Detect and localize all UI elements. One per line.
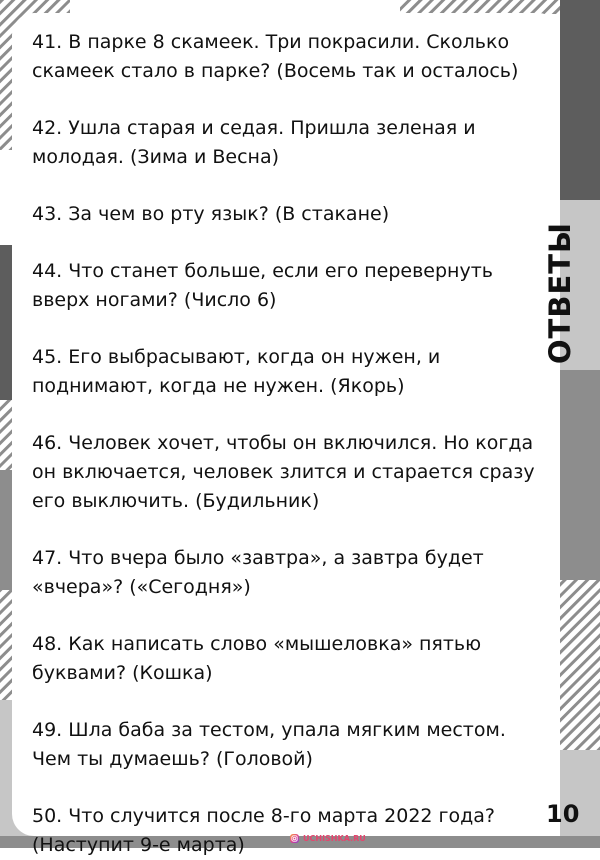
riddle-48 bbox=[32, 630, 552, 688]
riddle-46 bbox=[32, 429, 552, 516]
brand-text: UCHISHKA.RU bbox=[303, 834, 366, 843]
page-number: 10 bbox=[546, 800, 580, 828]
section-title-answers: ОТВЕТЫ bbox=[543, 221, 577, 365]
riddle-line: «вчера»? («Сегодня») bbox=[32, 576, 251, 598]
instagram-icon bbox=[290, 834, 299, 843]
riddle-49 bbox=[32, 716, 552, 774]
riddle-line: поднимают, когда не нужен. (Якорь) bbox=[32, 375, 405, 397]
riddle-line: 43. За чем во рту язык? (В стакане) bbox=[32, 203, 390, 225]
riddle-line: молодая. (Зима и Весна) bbox=[32, 146, 280, 168]
riddle-line: 47. Что вчера было «завтра», а завтра будет bbox=[32, 547, 484, 569]
riddle-line: 50. Что случится после 8-го марта 2022 года? bbox=[32, 805, 496, 827]
riddle-line: (Наступит 9-е марта) bbox=[32, 834, 245, 856]
riddle-line: он включается, человек злится и старается сразу bbox=[32, 461, 535, 483]
riddle-line: Чем ты думаешь? (Головой) bbox=[32, 748, 313, 770]
spacer bbox=[32, 688, 552, 716]
spacer bbox=[32, 401, 552, 429]
riddle-43 bbox=[32, 200, 552, 229]
spacer bbox=[32, 229, 552, 257]
spacer bbox=[32, 315, 552, 343]
riddle-45 bbox=[32, 343, 552, 401]
riddle-42 bbox=[32, 114, 552, 172]
riddle-line: 44. Что станет больше, если его перевернуть bbox=[32, 260, 493, 282]
riddle-line: буквами? (Кошка) bbox=[32, 662, 213, 684]
brand-link[interactable] bbox=[290, 834, 366, 843]
spacer bbox=[32, 602, 552, 630]
riddle-line: 46. Человек хочет, чтобы он включился. Но когда bbox=[32, 432, 534, 454]
riddle-line: 42. Ушла старая и седая. Пришла зеленая и bbox=[32, 117, 476, 139]
riddle-line: вверх ногами? (Число 6) bbox=[32, 289, 277, 311]
spacer bbox=[32, 774, 552, 802]
riddle-44 bbox=[32, 257, 552, 315]
spacer bbox=[32, 172, 552, 200]
riddle-line: 48. Как написать слово «мышеловка» пятью bbox=[32, 633, 482, 655]
riddle-41 bbox=[32, 28, 552, 86]
riddle-line: 41. В парке 8 скамеек. Три покрасили. Сколько bbox=[32, 31, 510, 53]
riddle-line: его выключить. (Будильник) bbox=[32, 490, 320, 512]
riddle-50 bbox=[32, 802, 552, 860]
riddle-line: 49. Шла баба за тестом, упала мягким местом. bbox=[32, 719, 506, 741]
spacer bbox=[32, 516, 552, 544]
spacer bbox=[32, 86, 552, 114]
riddle-line: скамеек стало в парке? (Восемь так и осталось) bbox=[32, 60, 519, 82]
riddle-list bbox=[32, 28, 552, 860]
riddle-line: 45. Его выбрасывают, когда он нужен, и bbox=[32, 346, 441, 368]
riddle-47 bbox=[32, 544, 552, 602]
